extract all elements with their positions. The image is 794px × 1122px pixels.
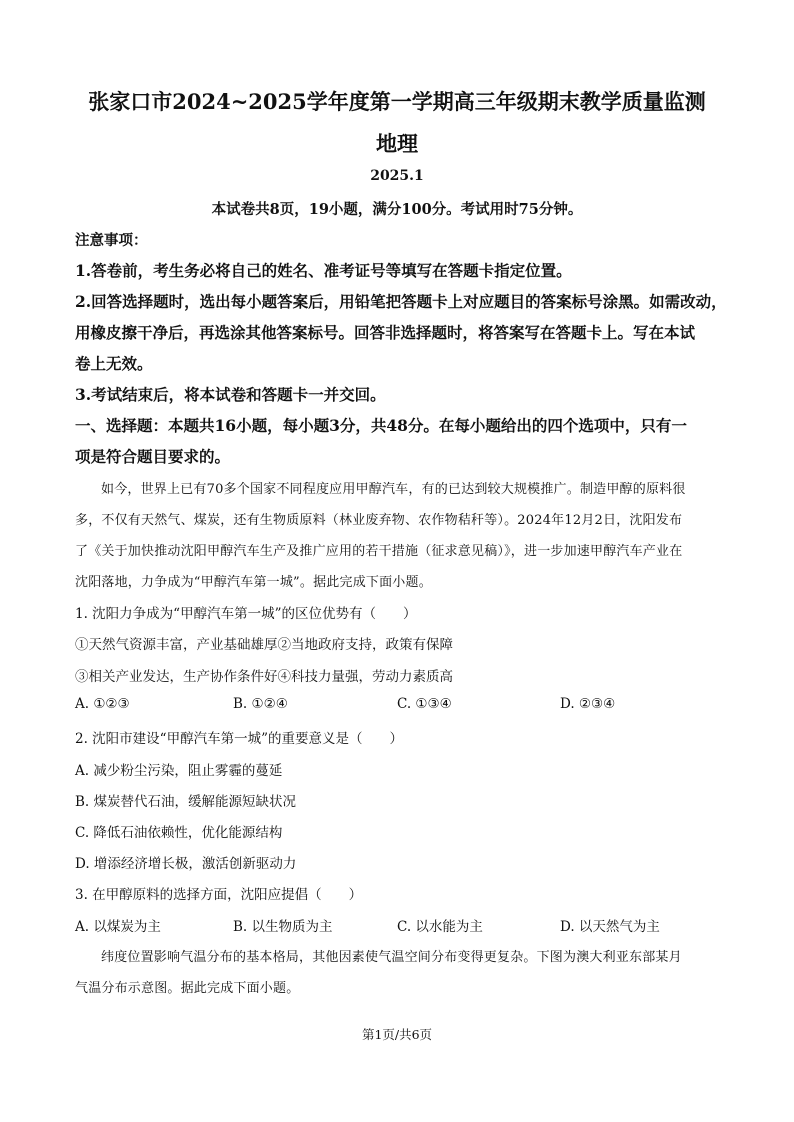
passage-2-line-1: 纬度位置影响气温分布的基本格局，其他因素使气温空间分布变得更复杂。下图为澳大利亚东部某月 [101,950,682,965]
question-3-option-c: C. 以水能为主 [397,919,483,935]
question-1-statements-line-1: ①天然气资源丰富，产业基础雄厚②当地政府支持，政策有保障 [75,637,453,653]
question-2-option-b: B. 煤炭替代石油，缓解能源短缺状况 [75,794,297,810]
subject-title: 地理 [376,131,418,156]
exam-info: 本试卷共8页，19小题，满分100分。考试用时75分钟。 [211,201,583,218]
question-3-option-d: D. 以天然气为主 [560,919,660,935]
question-2-option-c: C. 降低石油依赖性，优化能源结构 [75,825,283,841]
question-3-stem: 3. 在甲醇原料的选择方面，沈阳应提倡（ ） [75,887,363,903]
question-2-stem: 2. 沈阳市建设“甲醇汽车第一城”的重要意义是（ ） [75,731,403,747]
exam-date: 2025.1 [370,168,424,184]
question-1-option-c: C. ①③④ [397,696,452,712]
notes-item-2-line-2: 用橡皮擦干净后，再选涂其他答案标号。回答非选择题时，将答案写在答题卡上。写在本试 [75,323,696,342]
passage-1-line-1: 如今，世界上已有70多个国家不同程度应用甲醇汽车，有的已达到较大规模推广。制造甲醇的原料很 [101,482,686,497]
notes-item-2-line-1: 2.回答选择题时，选出每小题答案后，用铅笔把答题卡上对应题目的答案标号涂黑。如需改动， [75,292,727,311]
notes-heading: 注意事项： [75,232,148,249]
question-1-option-d: D. ②③④ [560,696,616,712]
passage-1-line-4: 沈阳落地，力争成为“甲醇汽车第一城”。据此完成下面小题。 [75,575,432,590]
section-heading-line-1: 一、选择题：本题共16小题，每小题3分，共48分。在每小题给出的四个选项中，只有一 [75,416,687,435]
passage-2-line-2: 气温分布示意图。据此完成下面小题。 [75,981,300,996]
notes-item-2-line-3: 卷上无效。 [75,354,153,373]
question-2-option-d: D. 增添经济增长极，激活创新驱动力 [75,856,297,872]
passage-1-line-3: 了《关于加快推动沈阳甲醇汽车生产及推广应用的若干措施（征求意见稿）》，进一步加速甲醇汽车产业在 [75,544,683,559]
exam-title: 张家口市2024~2025学年度第一学期高三年级期末教学质量监测 [88,89,706,114]
question-2-option-a: A. 减少粉尘污染，阻止雾霾的蔓延 [75,763,283,779]
page-number: 第1页/共6页 [361,1027,433,1042]
section-heading-line-2: 项是符合题目要求的。 [75,447,231,466]
notes-item-3: 3.考试结束后，将本试卷和答题卡一并交回。 [75,385,386,404]
question-1-option-b: B. ①②④ [233,696,288,712]
notes-item-1: 1.答卷前，考生务必将自己的姓名、准考证号等填写在答题卡指定位置。 [75,261,572,280]
question-1-stem: 1. 沈阳力争成为“甲醇汽车第一城”的区位优势有（ ） [75,606,417,622]
question-1-option-a: A. ①②③ [75,696,130,712]
question-3-option-b: B. 以生物质为主 [233,919,333,935]
passage-1-line-2: 多，不仅有天然气、煤炭，还有生物质原料（林业废弃物、农作物秸秆等）。2024年12月2日，沈阳发布 [75,513,683,528]
question-3-option-a: A. 以煤炭为主 [75,919,161,935]
question-1-statements-line-2: ③相关产业发达，生产协作条件好④科技力量强，劳动力素质高 [75,669,453,685]
